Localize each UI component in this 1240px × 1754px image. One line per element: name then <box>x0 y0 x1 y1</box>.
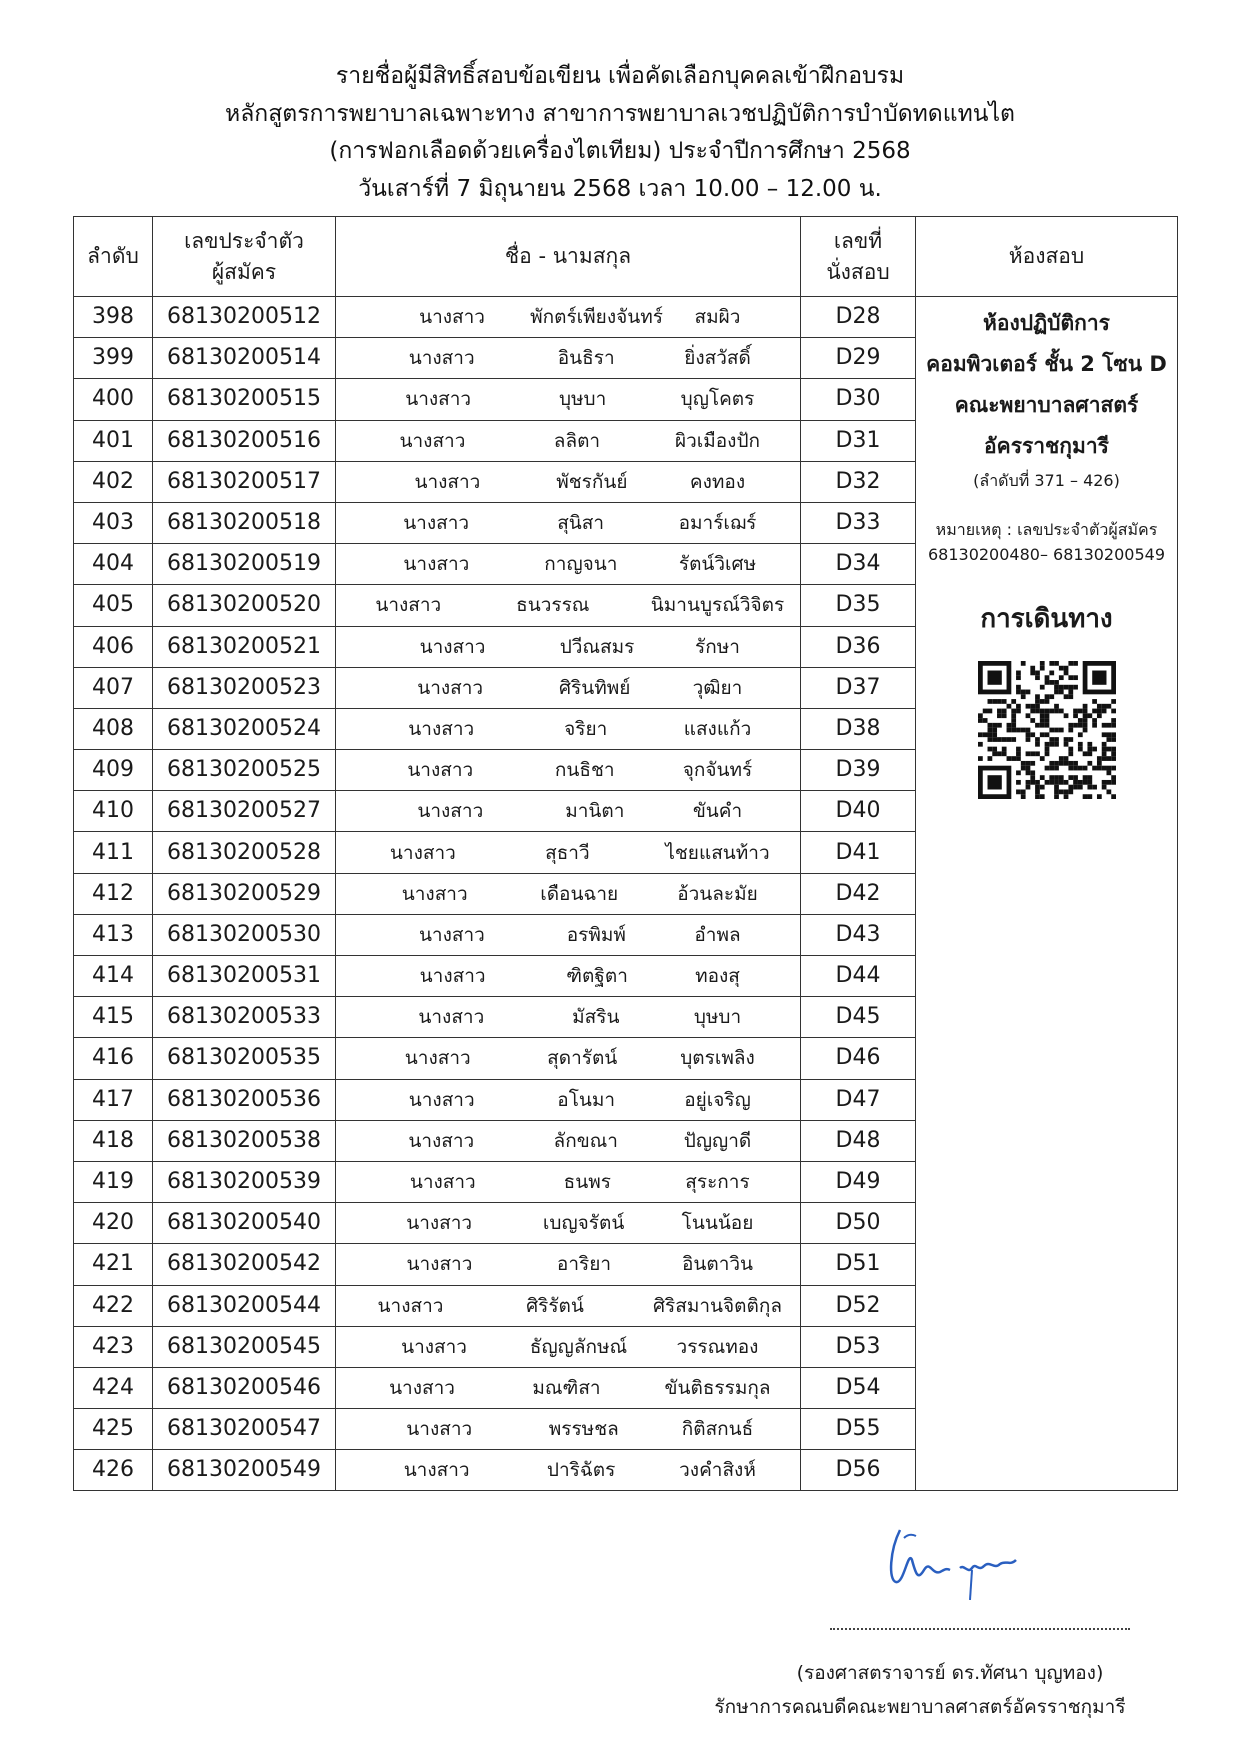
cell-seq: 416 <box>74 1038 153 1079</box>
cell-seat: D55 <box>801 1409 916 1450</box>
cell-seq: 423 <box>74 1326 153 1367</box>
cell-seq: 411 <box>74 832 153 873</box>
name-title: นางสาว <box>403 1459 470 1482</box>
cell-seq: 425 <box>74 1409 153 1450</box>
name-first: พรรษชล <box>548 1418 619 1441</box>
name-last: บุญโคตร <box>680 388 755 411</box>
cell-name <box>336 1367 801 1408</box>
cell-name <box>336 997 801 1038</box>
title-line-4: วันเสาร์ที่ 7 มิถุนายน 2568 เวลา 10.00 – 12.00 น. <box>358 175 882 202</box>
cell-seq: 398 <box>74 297 153 338</box>
cell-name <box>336 1161 801 1202</box>
name-title: นางสาว <box>417 676 484 699</box>
name-title: นางสาว <box>405 388 472 411</box>
title-line-1: รายชื่อผู้มีสิทธิ์สอบข้อเขียน เพื่อคัดเลือกบุคคลเข้าฝึกอบรม <box>335 63 905 89</box>
cell-applicant-id: 68130200524 <box>153 708 336 749</box>
travel-heading: การเดินทาง <box>980 604 1113 634</box>
cell-applicant-id: 68130200544 <box>153 1285 336 1326</box>
name-first: สุดารัตน์ <box>547 1047 618 1070</box>
name-first: ลลิตา <box>553 429 601 452</box>
name-last: วงคำสิงห์ <box>679 1459 756 1482</box>
cell-seat: D28 <box>801 297 916 338</box>
name-title: นางสาว <box>409 1171 476 1194</box>
name-title: นางสาว <box>377 1294 444 1317</box>
cell-applicant-id: 68130200538 <box>153 1120 336 1161</box>
name-last: ทองสุ <box>695 965 740 988</box>
name-first: ศิรินทิพย์ <box>558 676 631 699</box>
cell-seat: D51 <box>801 1244 916 1285</box>
name-title: นางสาว <box>408 347 475 370</box>
cell-seat: D29 <box>801 338 916 379</box>
name-first: ศิริรัตน์ <box>526 1294 584 1317</box>
name-first: อโนมา <box>557 1088 616 1111</box>
name-first: ธนพร <box>563 1171 611 1194</box>
name-first: พักตร์เพียงจันทร์ <box>530 306 663 329</box>
cell-name <box>336 914 801 955</box>
name-first: ปาริฉัตร <box>546 1459 616 1482</box>
cell-name <box>336 832 801 873</box>
name-last: รัตน์วิเศษ <box>678 553 757 576</box>
cell-name <box>336 791 801 832</box>
name-last: ผิวเมืองปัก <box>674 429 761 452</box>
cell-name <box>336 708 801 749</box>
cell-name <box>336 585 801 626</box>
cell-seat: D49 <box>801 1161 916 1202</box>
cell-name <box>336 1450 801 1491</box>
name-title: นางสาว <box>401 1335 467 1358</box>
name-title: นางสาว <box>419 306 485 329</box>
cell-applicant-id: 68130200545 <box>153 1326 336 1367</box>
cell-applicant-id: 68130200530 <box>153 914 336 955</box>
name-title: นางสาว <box>404 1047 471 1070</box>
name-title: นางสาว <box>406 1418 473 1441</box>
name-first: ธนวรรณ <box>516 594 590 617</box>
header-applicant-id <box>153 217 336 297</box>
name-first: บุษบา <box>558 388 607 411</box>
name-title: นางสาว <box>408 1088 475 1111</box>
cell-seat: D52 <box>801 1285 916 1326</box>
cell-applicant-id: 68130200546 <box>153 1367 336 1408</box>
room-note-label: หมายเหตุ : เลขประจำตัวผู้สมัคร <box>935 520 1158 539</box>
cell-seq: 414 <box>74 956 153 997</box>
name-last: ยิ่งสวัสดิ์ <box>684 347 751 370</box>
signature-line <box>830 1628 1130 1630</box>
cell-name <box>336 338 801 379</box>
name-title: นางสาว <box>389 841 456 864</box>
header-seq: ลำดับ <box>74 217 153 297</box>
cell-seq: 424 <box>74 1367 153 1408</box>
name-title: นางสาว <box>375 594 442 617</box>
name-title: นางสาว <box>419 635 486 658</box>
name-first: เดือนฉาย <box>540 882 619 905</box>
name-last: โนนน้อย <box>681 1212 754 1235</box>
name-first: กาญจนา <box>544 553 618 576</box>
cell-seq: 404 <box>74 544 153 585</box>
room-name-line: คณะพยาบาลศาสตร์ <box>954 393 1139 417</box>
cell-name <box>336 1409 801 1450</box>
header-room: ห้องสอบ <box>916 217 1178 297</box>
name-title: นางสาว <box>408 717 475 740</box>
name-last: ขันคำ <box>692 800 743 823</box>
name-first: ธัญญลักษณ์ <box>529 1335 628 1358</box>
name-first: กนธิชา <box>554 759 615 782</box>
signer-name: (รองศาสตราจารย์ ดร.ทัศนา บุญทอง) <box>796 1662 1104 1684</box>
cell-applicant-id: 68130200528 <box>153 832 336 873</box>
name-title: นางสาว <box>417 800 484 823</box>
cell-applicant-id: 68130200514 <box>153 338 336 379</box>
name-title: นางสาว <box>407 759 474 782</box>
cell-seq: 403 <box>74 502 153 543</box>
cell-applicant-id: 68130200547 <box>153 1409 336 1450</box>
name-title: นางสาว <box>418 1006 485 1029</box>
name-last: บุษบา <box>693 1006 742 1029</box>
cell-seat: D32 <box>801 461 916 502</box>
name-title: นางสาว <box>419 965 486 988</box>
header-seat <box>801 217 916 297</box>
cell-applicant-id: 68130200536 <box>153 1079 336 1120</box>
name-first: มัสริน <box>572 1006 620 1029</box>
name-title: นางสาว <box>403 512 470 535</box>
cell-name <box>336 873 801 914</box>
name-last: กิติสกนธ์ <box>681 1418 754 1441</box>
name-last: อินตาวิน <box>681 1253 754 1276</box>
cell-applicant-id: 68130200512 <box>153 297 336 338</box>
cell-name <box>336 1120 801 1161</box>
name-first: จริยา <box>564 717 608 740</box>
name-first: ลักขณา <box>553 1129 618 1152</box>
table-header-row <box>74 217 1178 297</box>
cell-name <box>336 1244 801 1285</box>
cell-seq: 409 <box>74 750 153 791</box>
room-seq-range: (ลำดับที่ 371 – 426) <box>973 471 1120 490</box>
signer-role: รักษาการคณบดีคณะพยาบาลศาสตร์อัครราชกุมารี <box>714 1696 1126 1718</box>
cell-seat: D47 <box>801 1079 916 1120</box>
exam-room-info <box>916 297 1177 799</box>
cell-applicant-id: 68130200519 <box>153 544 336 585</box>
cell-seq: 410 <box>74 791 153 832</box>
name-first: สุนิสา <box>557 512 605 535</box>
name-first: พัชรกันย์ <box>556 470 628 493</box>
cell-seq: 412 <box>74 873 153 914</box>
header-name: ชื่อ - นามสกุล <box>336 217 801 297</box>
name-last: นิมานบูรณ์วิจิตร <box>650 594 785 617</box>
name-last: ศิริสมานจิตติกุล <box>652 1294 782 1317</box>
cell-seat: D31 <box>801 420 916 461</box>
signature-area <box>790 1520 1130 1604</box>
cell-applicant-id: 68130200542 <box>153 1244 336 1285</box>
name-first: ปวีณสมร <box>559 635 635 658</box>
name-first: เบญจรัตน์ <box>542 1212 625 1235</box>
cell-seq: 400 <box>74 379 153 420</box>
cell-name <box>336 1203 801 1244</box>
qr-code-icon[interactable] <box>978 661 1116 799</box>
cell-name <box>336 502 801 543</box>
cell-name <box>336 544 801 585</box>
cell-seat: D39 <box>801 750 916 791</box>
cell-seq: 406 <box>74 626 153 667</box>
cell-name <box>336 1285 801 1326</box>
header-applicant-id-line1: เลขประจำตัว <box>184 228 304 253</box>
name-title: นางสาว <box>408 1129 475 1152</box>
name-last: อมาร์เฌร์ <box>678 512 757 535</box>
name-first: อรพิมพ์ <box>566 923 626 946</box>
cell-seat: D44 <box>801 956 916 997</box>
name-last: ขันติธรรมกุล <box>664 1376 771 1399</box>
name-title: นางสาว <box>403 553 470 576</box>
cell-name <box>336 420 801 461</box>
cell-seq: 420 <box>74 1203 153 1244</box>
name-title: นางสาว <box>406 1253 473 1276</box>
cell-applicant-id: 68130200529 <box>153 873 336 914</box>
name-first: สุธาวี <box>545 841 590 864</box>
cell-exam-room <box>916 297 1178 1491</box>
cell-applicant-id: 68130200549 <box>153 1450 336 1491</box>
name-last: ไชยแสนท้าว <box>665 841 770 864</box>
cell-seat: D43 <box>801 914 916 955</box>
table-row <box>74 297 1178 338</box>
cell-applicant-id: 68130200535 <box>153 1038 336 1079</box>
cell-seat: D41 <box>801 832 916 873</box>
cell-applicant-id: 68130200540 <box>153 1203 336 1244</box>
signature-icon <box>860 1520 1060 1600</box>
title-line-3: (การฟอกเลือดด้วยเครื่องไตเทียม) ประจำปีการศึกษา 2568 <box>329 138 911 164</box>
header-seat-line2: นั่งสอบ <box>826 259 890 284</box>
cell-name <box>336 461 801 502</box>
candidate-table <box>73 216 1178 1491</box>
cell-seq: 405 <box>74 585 153 626</box>
cell-seat: D38 <box>801 708 916 749</box>
cell-seq: 407 <box>74 667 153 708</box>
name-last: ปัญญาดี <box>683 1129 752 1152</box>
cell-seat: D35 <box>801 585 916 626</box>
cell-seat: D42 <box>801 873 916 914</box>
name-first: มณฑิสา <box>532 1376 601 1399</box>
name-first: ฑิตฐิตา <box>566 965 628 988</box>
cell-name <box>336 297 801 338</box>
name-last: อ้วนละมัย <box>677 882 758 905</box>
cell-seq: 415 <box>74 997 153 1038</box>
cell-seat: D33 <box>801 502 916 543</box>
cell-seq: 402 <box>74 461 153 502</box>
room-name-line: ห้องปฏิบัติการ <box>983 311 1110 335</box>
cell-seq: 401 <box>74 420 153 461</box>
cell-name <box>336 1038 801 1079</box>
cell-seat: D30 <box>801 379 916 420</box>
cell-seq: 421 <box>74 1244 153 1285</box>
cell-seat: D50 <box>801 1203 916 1244</box>
room-name-line: คอมพิวเตอร์ ชั้น 2 โซน D <box>926 352 1167 376</box>
cell-seat: D34 <box>801 544 916 585</box>
name-first: อินธิรา <box>557 347 615 370</box>
header-seat-line1: เลขที่ <box>833 228 883 253</box>
cell-applicant-id: 68130200527 <box>153 791 336 832</box>
document-title <box>0 58 1240 208</box>
cell-seat: D45 <box>801 997 916 1038</box>
cell-seat: D37 <box>801 667 916 708</box>
cell-seq: 426 <box>74 1450 153 1491</box>
name-title: นางสาว <box>406 1212 473 1235</box>
name-last: บุตรเพลิง <box>680 1047 755 1070</box>
cell-seat: D40 <box>801 791 916 832</box>
name-last: อำพล <box>694 923 741 946</box>
cell-applicant-id: 68130200533 <box>153 997 336 1038</box>
name-title: นางสาว <box>418 923 485 946</box>
cell-seat: D53 <box>801 1326 916 1367</box>
cell-applicant-id: 68130200520 <box>153 585 336 626</box>
name-last: สุระการ <box>685 1171 750 1194</box>
name-last: แสงแก้ว <box>683 717 752 740</box>
name-last: จุกจันทร์ <box>682 759 753 782</box>
name-first: มานิตา <box>565 800 625 823</box>
name-title: นางสาว <box>389 1376 455 1399</box>
cell-applicant-id: 68130200515 <box>153 379 336 420</box>
name-title: นางสาว <box>414 470 481 493</box>
cell-seq: 417 <box>74 1079 153 1120</box>
header-applicant-id-line2: ผู้สมัคร <box>211 259 277 284</box>
name-last: วุฒิยา <box>692 676 743 699</box>
cell-seq: 399 <box>74 338 153 379</box>
cell-name <box>336 750 801 791</box>
cell-seq: 413 <box>74 914 153 955</box>
name-last: วรรณทอง <box>676 1335 759 1358</box>
cell-seat: D46 <box>801 1038 916 1079</box>
cell-name <box>336 379 801 420</box>
cell-name <box>336 1079 801 1120</box>
name-last: สมผิว <box>694 306 741 329</box>
cell-seq: 419 <box>74 1161 153 1202</box>
cell-applicant-id: 68130200525 <box>153 750 336 791</box>
cell-seat: D48 <box>801 1120 916 1161</box>
cell-applicant-id: 68130200521 <box>153 626 336 667</box>
cell-name <box>336 1326 801 1367</box>
cell-applicant-id: 68130200516 <box>153 420 336 461</box>
title-line-2: หลักสูตรการพยาบาลเฉพาะทาง สาขาการพยาบาลเวชปฏิบัติการบำบัดทดแทนไต <box>225 100 1015 127</box>
cell-applicant-id: 68130200523 <box>153 667 336 708</box>
cell-seat: D56 <box>801 1450 916 1491</box>
name-title: นางสาว <box>399 429 466 452</box>
name-title: นางสาว <box>401 882 468 905</box>
cell-applicant-id: 68130200531 <box>153 956 336 997</box>
cell-applicant-id: 68130200539 <box>153 1161 336 1202</box>
cell-name <box>336 956 801 997</box>
cell-name <box>336 667 801 708</box>
cell-seq: 418 <box>74 1120 153 1161</box>
name-last: คงทอง <box>689 470 746 493</box>
cell-seat: D36 <box>801 626 916 667</box>
name-last: อยู่เจริญ <box>684 1088 751 1111</box>
cell-seat: D54 <box>801 1367 916 1408</box>
room-name-line: อัครราชกุมารี <box>984 434 1109 458</box>
cell-seq: 422 <box>74 1285 153 1326</box>
cell-name <box>336 626 801 667</box>
cell-seq: 408 <box>74 708 153 749</box>
room-note-range: 68130200480– 68130200549 <box>927 545 1166 564</box>
name-last: รักษา <box>695 635 740 658</box>
cell-applicant-id: 68130200518 <box>153 502 336 543</box>
name-first: อาริยา <box>556 1253 611 1276</box>
cell-applicant-id: 68130200517 <box>153 461 336 502</box>
